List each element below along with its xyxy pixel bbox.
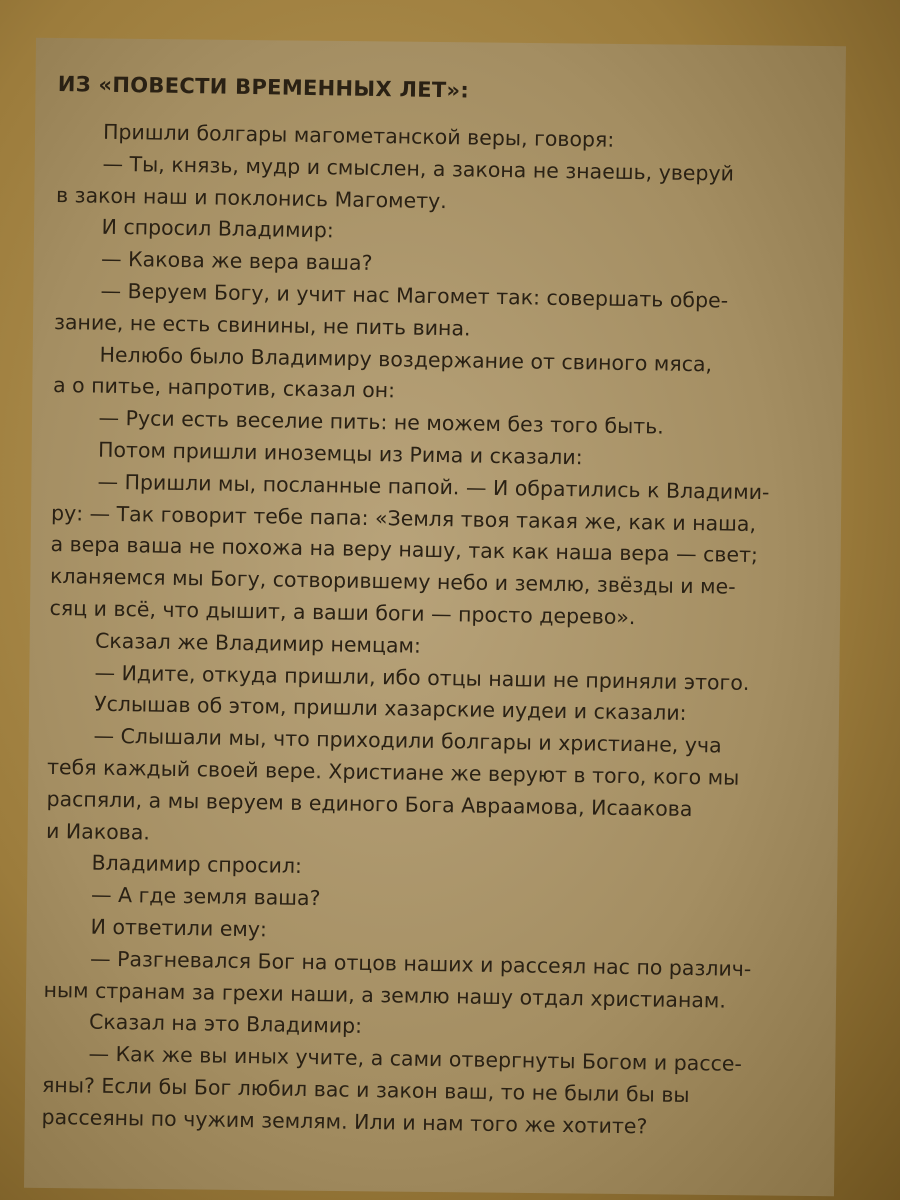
text-line: кланяемся мы Богу, сотворившему небо и землю, звёзды и ме- (49, 564, 736, 599)
text-line: — Пришли мы, посланные папой. — И обратились к Владими- (97, 469, 770, 504)
excerpt-body (41, 116, 827, 1145)
text-line: ру: — Так говорит тебе папа: «Земля твоя такая же, как и наша, (50, 500, 757, 536)
text-line: рассеяны по чужим землям. Или и нам того же хотите? (41, 1104, 648, 1139)
paragraph (49, 466, 821, 637)
text-line: — Разгневался Бог на отцов наших и рассеял нас по различ- (89, 946, 752, 981)
paragraph (56, 148, 827, 224)
text-line: Сказал же Владимир немцам: (94, 628, 422, 658)
excerpt (41, 72, 828, 1145)
paragraph (43, 943, 814, 1019)
text-line: — А где земля ваша? (90, 882, 321, 911)
text-line: и Иакова. (45, 818, 151, 845)
text-line: а о питье, напротив, сказал он: (52, 373, 396, 403)
paragraph (53, 339, 824, 415)
text-line: — Какова же вера ваша? (100, 246, 373, 276)
text-line: — Как же вы иных учите, а сами отвергнуты Богом и рассе- (88, 1041, 743, 1076)
text-line: зание, не есть свинины, не пить вина. (53, 309, 471, 341)
text-line: ным странам за грехи наши, а землю нашу отдал христианам. (43, 977, 727, 1013)
text-line: распяли, а мы веруем в единого Бога Авраамова, Исаакова (46, 786, 693, 821)
paragraph (46, 720, 818, 859)
text-line: И спросил Владимир: (101, 215, 334, 243)
text-line: Нелюбо было Владимиру воздержание от свиного мяса, (99, 342, 713, 376)
text-line: яны? Если бы Бог любил вас и закон ваш, то не были бы вы (41, 1072, 690, 1107)
text-line: — Ты, князь, мудр и смыслен, а закона не знаешь, уверуй (102, 151, 735, 186)
text-line: И ответили ему: (90, 914, 268, 942)
text-line: сяц и всё, что дышит, а ваши боги — просто дерево». (49, 595, 636, 630)
text-line: в закон наш и поклонись Магомету. (55, 182, 447, 213)
paragraph (41, 1038, 812, 1145)
text-line: — Руси есть веселие пить: не можем без того быть. (98, 405, 665, 439)
text-line: — Идите, откуда пришли, ибо отцы наши не приняли этого. (94, 660, 750, 695)
text-line: тебя каждый своей вере. Христиане же веруют в того, кого мы (46, 754, 740, 790)
text-line: Услышав об этом, пришли хазарские иудеи и сказали: (93, 691, 687, 726)
text-line: Владимир спросил: (91, 850, 303, 879)
text-line: а вера ваша не похожа на веру нашу, так как наша вера — свет; (50, 532, 759, 568)
text-line: — Веруем Богу, и учит нас Магомет так: совершать обре- (100, 278, 729, 313)
text-line: — Слышали мы, что приходили болгары и христиане, уча (93, 723, 722, 758)
text-line: Пришли болгары магометанской веры, говоря: (102, 119, 615, 152)
excerpt-title: ИЗ «ПОВЕСТИ ВРЕМЕННЫХ ЛЕТ»: (57, 72, 470, 103)
text-line: Сказал на это Владимир: (88, 1009, 363, 1039)
text-line: Потом пришли иноземцы из Рима и сказали: (97, 437, 583, 470)
paragraph (54, 275, 825, 351)
